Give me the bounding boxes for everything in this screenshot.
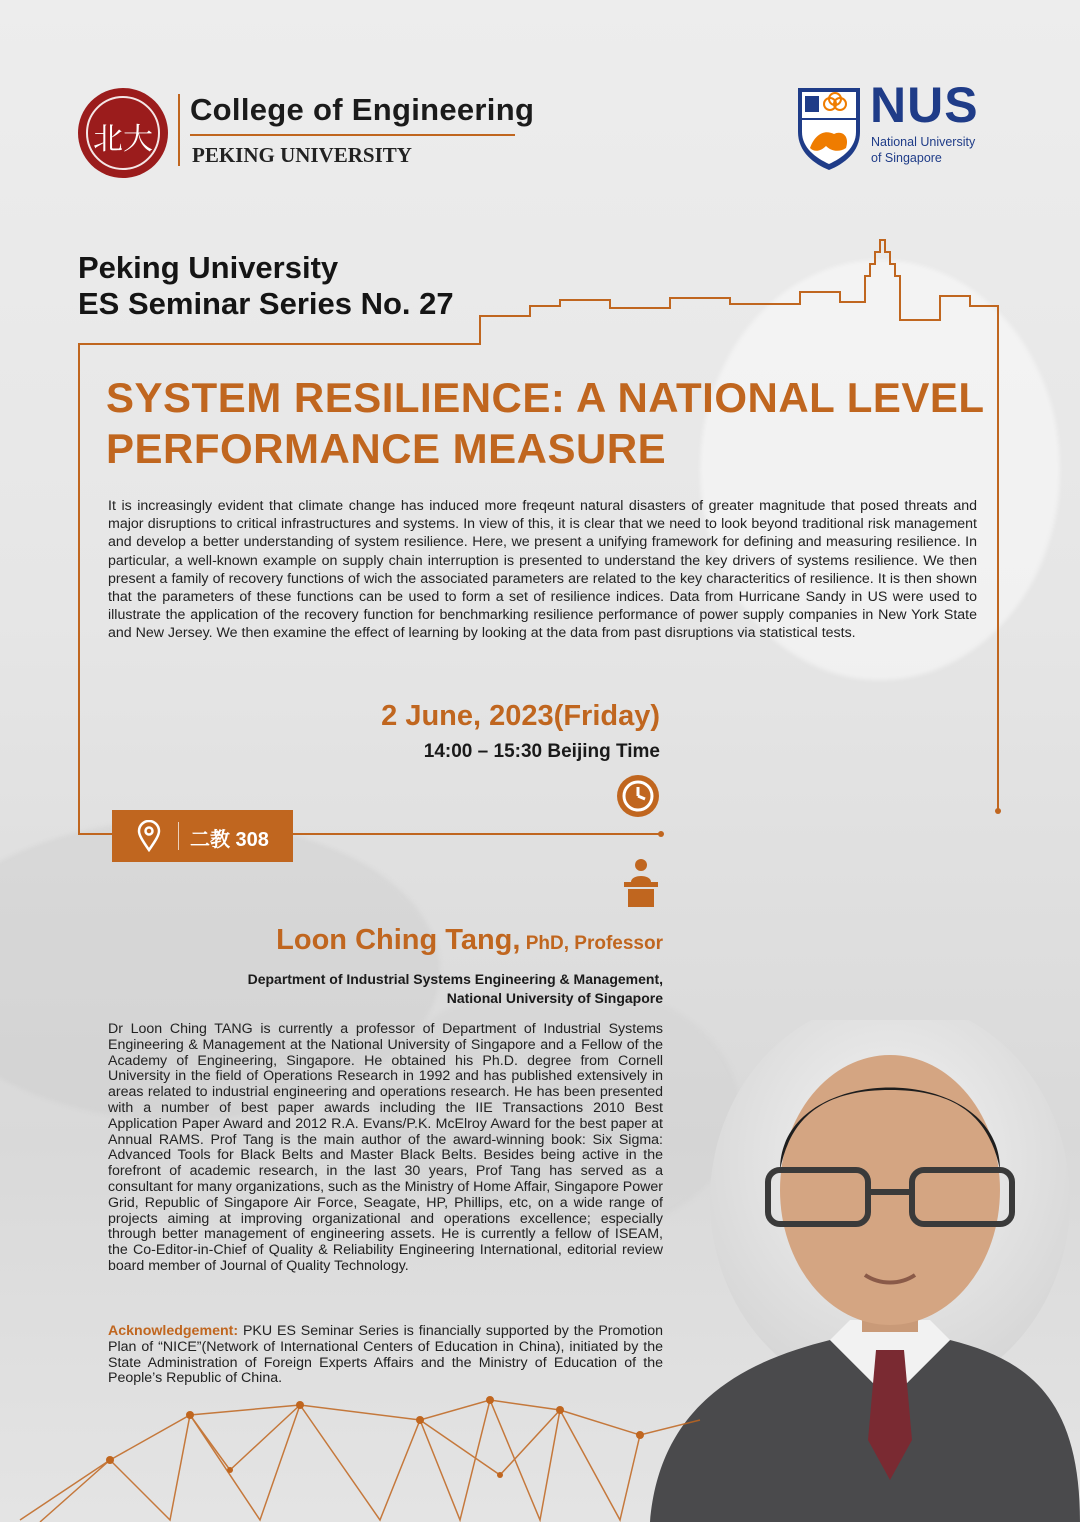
frame-left	[78, 343, 80, 835]
speaker-title: PhD, Professor	[520, 933, 663, 954]
location-pin-icon	[136, 820, 162, 852]
nus-crest-icon	[796, 86, 862, 172]
series-title-line2: ES Seminar Series No. 27	[78, 286, 454, 321]
nus-subtitle-line1: National University	[871, 135, 976, 149]
acknowledgement-text: PKU ES Seminar Series is financially supported by the Promotion Plan of “NICE”(Network of International Centers of Education in China), initiated by the State Administration of Foreign Experts Affairs and the Ministry of Education of the People’s Republic of China.	[108, 1323, 663, 1387]
pku-logo	[78, 88, 168, 178]
acknowledgement	[108, 1324, 663, 1387]
pku-seal-glyph: 北大	[93, 122, 153, 157]
event-time: 14:00 – 15:30 Beijing Time	[423, 741, 660, 762]
speaker-name: Loon Ching Tang,	[276, 924, 521, 956]
speaker-bio: Dr Loon Ching TANG is currently a professor of Department of Industrial Systems Engineering & Management at the National University of Singapore and a Fellow of the Academy of Engineering, Singapore. He obtained his Ph.D. degree from Cornell University in the field of Operations Research in 1992 and has published extensively in areas related to industrial engineering and operations research. He has been presented with a number of best paper awards including the IIE Transactions 2010 Best Application Paper Award and 2012 R.A. Evans/P.K. McElroy Award for the best paper at Annual RAMS. Prof Tang is the main author of the award-winning book: Six Sigma: Advanced Tools for Black Belts and Master Black Belts. Besides being active in the forefront of academic research, in the last 30 years, Prof Tang has served as a consultant for many organizations, such as the Ministry of Home Affair, Singapore Power Grid, Republic of Singapore Air Force, Seagate, HP, Phillips, etc, on a wide range of projects aiming at improving organizational and operations excellence; especially through better management of engineering assets. He is currently a fellow of ISEAM, the Co-Editor-in-Chief of Quality & Reliability Engineering International, editorial review board member of Journal of Quality Technology.	[108, 1021, 663, 1274]
speaker-name-line	[240, 924, 663, 957]
university-name: PEKING UNIVERSITY	[192, 143, 412, 167]
header-divider	[178, 94, 180, 166]
college-title: College of Engineering	[190, 92, 535, 127]
event-date: 2 June, 2023(Friday)	[381, 700, 660, 732]
campus-skyline-outline	[470, 236, 1010, 346]
venue-separator	[178, 822, 179, 850]
speaker-podium-icon	[620, 858, 662, 908]
frame-dot-right	[995, 808, 1001, 814]
speaker-institution: National University of Singapore	[446, 990, 663, 1006]
series-title-line1: Peking University	[78, 250, 339, 285]
decorative-network	[0, 1380, 720, 1522]
nus-subtitle	[871, 134, 975, 166]
nus-subtitle-line2: of Singapore	[871, 151, 942, 165]
college-underline	[190, 134, 515, 136]
clock-icon	[617, 775, 659, 817]
nus-wordmark: NUS	[870, 77, 979, 133]
talk-abstract: It is increasingly evident that climate change has induced more freqeunt natural disasters of greater magnitude that posed threats and major disruptions to critical infrastructures and systems. In view of this, it is clear that we need to look beyond traditional risk management and develop a better understanding of system resilience. Here, we present a unifying framework for defining and measuring resilience. In particular, a well-known example on supply chain interruption is presented to understand the key drivers of systems resilience. We then present a family of recovery functions of wich the associated parameters are related to the key characteritics of resilience. It is then shown that the parameters of these functions can be used to form a set of resilience indices. Data from Hurricane Sandy in US were used to illustrate the application of the recovery function for benchmarking resilience performance of power supply companies in New York State and New Jersey. We then examine the effect of learning by looking at the data from past disruptions via statistical tests.	[108, 498, 977, 642]
venue-badge	[112, 810, 293, 862]
frame-right	[997, 344, 999, 810]
talk-title: SYSTEM RESILIENCE: A NATIONAL LEVEL PERFORMANCE MEASURE	[106, 374, 984, 472]
venue-room: 二教 308	[190, 829, 269, 851]
acknowledgement-label: Acknowledgement:	[108, 1323, 239, 1339]
frame-dot-bottom	[658, 831, 664, 837]
frame-top	[78, 343, 470, 345]
speaker-department: Department of Industrial Systems Engineering & Management,	[247, 971, 663, 987]
